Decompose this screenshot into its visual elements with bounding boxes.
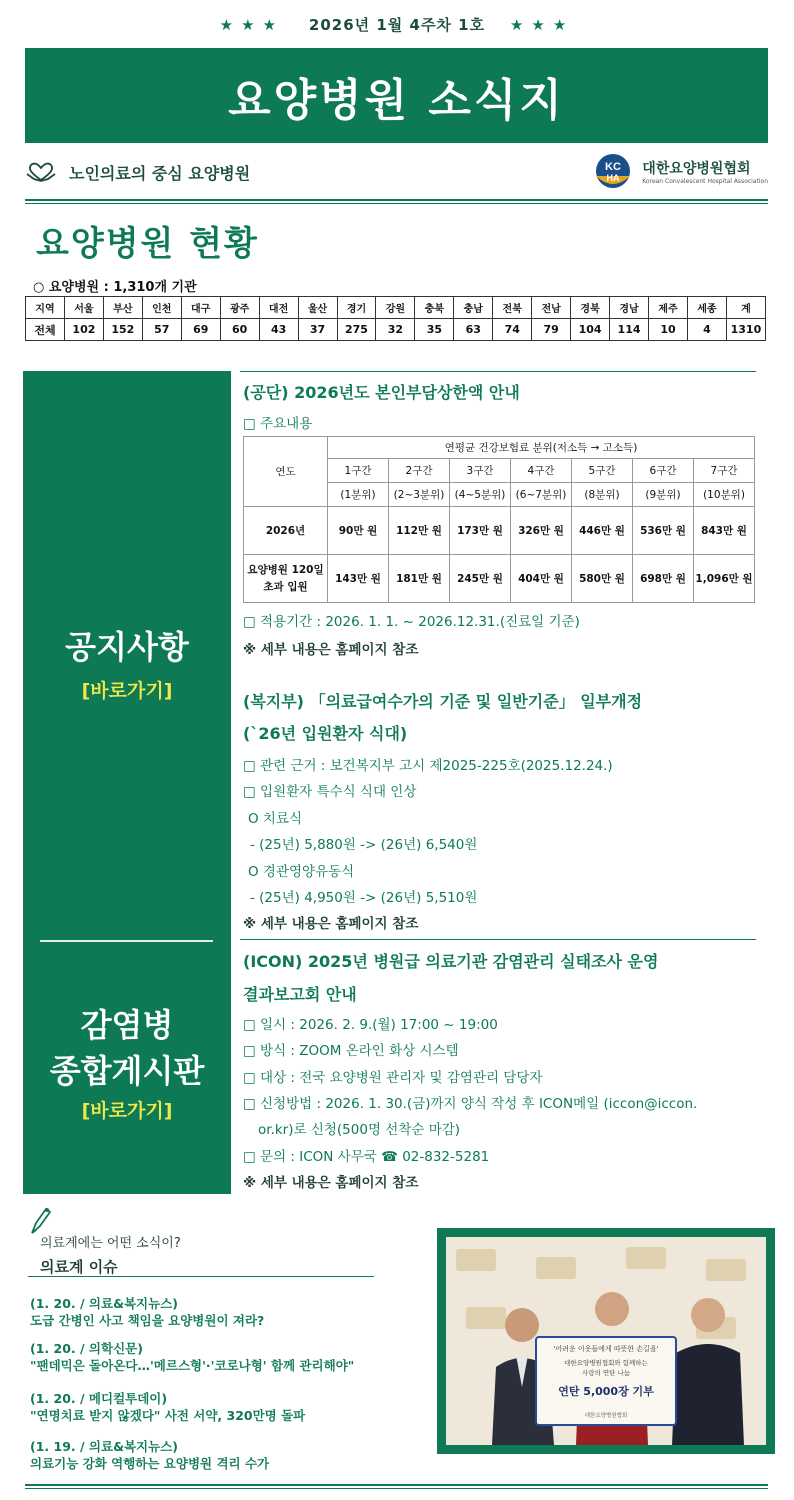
- region-header-cell: 부산: [103, 297, 142, 319]
- association-brand[interactable]: [590, 152, 768, 190]
- sign-footer: 대한요양병원협회: [584, 1413, 628, 1419]
- amount-cell: 404만 원: [511, 555, 572, 603]
- notice3-date: □ 일시 : 2026. 2. 9.(월) 17:00 ~ 19:00: [243, 1017, 498, 1033]
- divider: [25, 1484, 768, 1489]
- region-header-cell: 충남: [454, 297, 493, 319]
- issue-number: 2026년 1월 4주차 1호: [308, 16, 486, 34]
- divider: [25, 199, 768, 204]
- amount-cell: 143만 원: [328, 555, 389, 603]
- donation-photo-scene: [446, 1237, 766, 1445]
- region-value-cell: 57: [142, 319, 181, 341]
- notice-title: 공지사항: [65, 628, 189, 666]
- row-label-line: 초과 입원: [263, 580, 308, 593]
- region-value-row: [26, 319, 766, 341]
- row-label: [244, 555, 328, 603]
- sidebar-divider: [40, 940, 213, 942]
- region-value-cell: 114: [610, 319, 649, 341]
- region-header-cell: 인천: [142, 297, 181, 319]
- region-header-cell: 대전: [259, 297, 298, 319]
- notice3-note: ※ 세부 내용은 홈페이지 참조: [243, 1175, 419, 1191]
- region-value-cell: 60: [220, 319, 259, 341]
- region-header-row: [26, 297, 766, 319]
- copay-cap-table: [243, 436, 755, 603]
- amount-cell: 446만 원: [572, 507, 633, 555]
- notice-shortcut-link[interactable]: [바로가기]: [81, 680, 173, 702]
- association-name-en: Korean Convalescent Hospital Association: [642, 177, 768, 185]
- row-label-line: 요양병원 120일: [247, 563, 324, 576]
- region-value-cell: 79: [532, 319, 571, 341]
- notice2-heading-2: (`26년 입원환자 식대): [243, 724, 408, 743]
- notice1-subhead: □ 주요내용: [243, 416, 313, 432]
- bracket-cell: 7구간: [694, 459, 755, 483]
- bracket-cell: 3구간: [450, 459, 511, 483]
- amount-cell: 326만 원: [511, 507, 572, 555]
- news-headline-link[interactable]: "연명치료 받지 않겠다" 사전 서약, 320만명 돌파: [30, 1408, 306, 1423]
- notice2-raise: □ 입원환자 특수식 식대 인상: [243, 784, 417, 800]
- region-header-cell: 울산: [298, 297, 337, 319]
- region-table: [25, 296, 766, 341]
- region-value-cell: 102: [64, 319, 103, 341]
- amount-cell: 245만 원: [450, 555, 511, 603]
- group-header: 연평균 건강보험료 분위(저소득 → 고소득): [328, 437, 755, 459]
- infection-shortcut-link[interactable]: [바로가기]: [81, 1100, 173, 1122]
- bracket-cell: 5구간: [572, 459, 633, 483]
- donation-photo[interactable]: [446, 1237, 766, 1445]
- stars-right-icon: ★★★: [509, 16, 575, 34]
- region-value-cell: 275: [337, 319, 376, 341]
- notice2-item2: O 경관영양유동식: [248, 864, 355, 880]
- association-logo-icon: [590, 152, 636, 190]
- region-value-cell: 1310: [726, 319, 765, 341]
- infection-board-title: 감염병: [80, 1006, 174, 1044]
- sign-main: 연탄 5,000장 기부: [558, 1385, 654, 1398]
- stars-left-icon: ★★★: [219, 16, 285, 34]
- infection-board-title-2: 종합게시판: [49, 1052, 205, 1090]
- table-row: [244, 555, 755, 603]
- region-header-cell: 광주: [220, 297, 259, 319]
- decile-cell: (9분위): [633, 483, 694, 507]
- notice3-target: □ 대상 : 전국 요양병원 관리자 및 감염관리 담당자: [243, 1070, 543, 1086]
- news-headline-link[interactable]: "팬데믹은 돌아온다…'메르스형'·'코로나형' 함께 관리해야": [30, 1358, 355, 1373]
- sign-line: 사랑의 연탄 나눔: [581, 1369, 631, 1377]
- notice3-method: □ 방식 : ZOOM 온라인 화상 시스템: [243, 1043, 459, 1059]
- region-value-cell: 10: [649, 319, 688, 341]
- svg-text:HA: HA: [606, 173, 620, 183]
- notice1-period: □ 적용기간 : 2026. 1. 1. ~ 2026.12.31.(진료일 기준): [243, 614, 580, 630]
- region-value-cell: 4: [687, 319, 726, 341]
- region-header-cell: 제주: [649, 297, 688, 319]
- news-question: 의료계에는 어떤 소식이?: [40, 1236, 181, 1251]
- divider: [28, 1276, 374, 1277]
- svg-text:KC: KC: [605, 161, 622, 173]
- sign-line: 대한요양병원협회와 함께하는: [564, 1359, 648, 1367]
- bracket-cell: 1구간: [328, 459, 389, 483]
- region-value-cell: 37: [298, 319, 337, 341]
- region-header-cell: 전남: [532, 297, 571, 319]
- region-header-cell: 경북: [571, 297, 610, 319]
- subheader: [25, 150, 768, 194]
- region-value-cell: 74: [493, 319, 532, 341]
- decile-cell: (2~3분위): [389, 483, 450, 507]
- decile-cell: (6~7분위): [511, 483, 572, 507]
- decile-cell: (1분위): [328, 483, 389, 507]
- decile-cell: (8분위): [572, 483, 633, 507]
- table-row: [244, 507, 755, 555]
- heart-hands-icon: [25, 160, 57, 184]
- region-value-cell: 104: [571, 319, 610, 341]
- notice3-heading-2: 결과보고회 안내: [243, 985, 357, 1004]
- notice3-contact: □ 문의 : ICON 사무국 ☎ 02-832-5281: [243, 1149, 490, 1165]
- region-header-cell: 전북: [493, 297, 532, 319]
- region-value-cell: 35: [415, 319, 454, 341]
- amount-cell: 843만 원: [694, 507, 755, 555]
- hospital-count: ○ 요양병원 : 1,310개 기관: [33, 280, 197, 295]
- region-header-cell: 계: [726, 297, 765, 319]
- notice2-item1: O 치료식: [248, 811, 303, 827]
- region-value-cell: 전체: [26, 319, 65, 341]
- divider: [240, 371, 756, 372]
- notice2-item2-detail: - (25년) 4,950원 -> (26년) 5,510원: [250, 890, 478, 906]
- amount-cell: 90만 원: [328, 507, 389, 555]
- slogan: 노인의료의 중심 요양병원: [69, 163, 251, 183]
- region-header-cell: 서울: [64, 297, 103, 319]
- notice2-basis: □ 관련 근거 : 보건복지부 고시 제2025-225호(2025.12.24.): [243, 758, 613, 774]
- region-header-cell: 강원: [376, 297, 415, 319]
- row-label: 2026년: [244, 507, 328, 555]
- news-source: (1. 20. / 의학신문): [30, 1341, 143, 1356]
- title-banner: [25, 48, 768, 143]
- region-header-cell: 경남: [610, 297, 649, 319]
- region-header-cell: 세종: [687, 297, 726, 319]
- news-source: (1. 19. / 의료&복지뉴스): [30, 1439, 178, 1454]
- year-header: 연도: [244, 437, 328, 507]
- notice1-note: ※ 세부 내용은 홈페이지 참조: [243, 642, 419, 658]
- region-header-cell: 경기: [337, 297, 376, 319]
- newsletter-title: 요양병원 소식지: [228, 74, 565, 126]
- decile-cell: (4~5분위): [450, 483, 511, 507]
- amount-cell: 580만 원: [572, 555, 633, 603]
- amount-cell: 173만 원: [450, 507, 511, 555]
- news-source: (1. 20. / 메디컬투데이): [30, 1391, 168, 1406]
- notice2-note: ※ 세부 내용은 홈페이지 참조: [243, 916, 419, 932]
- amount-cell: 536만 원: [633, 507, 694, 555]
- bracket-cell: 6구간: [633, 459, 694, 483]
- amount-cell: 698만 원: [633, 555, 694, 603]
- notice3-heading[interactable]: (ICON) 2025년 병원급 의료기관 감염관리 실태조사 운영: [243, 952, 659, 971]
- news-headline-link[interactable]: 도급 간병인 사고 책임을 요양병원이 져라?: [30, 1313, 265, 1328]
- region-value-cell: 43: [259, 319, 298, 341]
- decile-cell: (10분위): [694, 483, 755, 507]
- region-value-cell: 69: [181, 319, 220, 341]
- news-section-title: 의료계 이슈: [40, 1258, 118, 1276]
- region-header-cell: 지역: [26, 297, 65, 319]
- association-name: 대한요양병원협회: [642, 160, 751, 177]
- region-header-cell: 대구: [181, 297, 220, 319]
- notice1-heading[interactable]: (공단) 2026년도 본인부담상한액 안내: [243, 383, 520, 402]
- amount-cell: 181만 원: [389, 555, 450, 603]
- divider: [240, 939, 756, 940]
- issue-line: [0, 14, 794, 35]
- bracket-cell: 2구간: [389, 459, 450, 483]
- amount-cell: 1,096만 원: [694, 555, 755, 603]
- notice3-apply: □ 신청방법 : 2026. 1. 30.(금)까지 양식 작성 후 ICON메일 (iccon@iccon.: [243, 1096, 698, 1112]
- notice3-apply-2: or.kr)로 신청(500명 선착순 마감): [258, 1122, 461, 1138]
- amount-cell: 112만 원: [389, 507, 450, 555]
- bracket-cell: 4구간: [511, 459, 572, 483]
- notice2-heading[interactable]: (복지부) 「의료급여수가의 기준 및 일반기준」 일부개정: [243, 692, 643, 711]
- region-value-cell: 32: [376, 319, 415, 341]
- news-source: (1. 20. / 의료&복지뉴스): [30, 1296, 178, 1311]
- section-title: 요양병원 현황: [36, 224, 259, 264]
- sign-line: '어려운 이웃들에게 따뜻한 손길을': [553, 1345, 659, 1353]
- region-header-cell: 충북: [415, 297, 454, 319]
- notice2-item1-detail: - (25년) 5,880원 -> (26년) 6,540원: [250, 837, 478, 853]
- region-value-cell: 63: [454, 319, 493, 341]
- region-value-cell: 152: [103, 319, 142, 341]
- news-headline-link[interactable]: 의료기능 강화 역행하는 요양병원 격리 수가: [30, 1456, 270, 1471]
